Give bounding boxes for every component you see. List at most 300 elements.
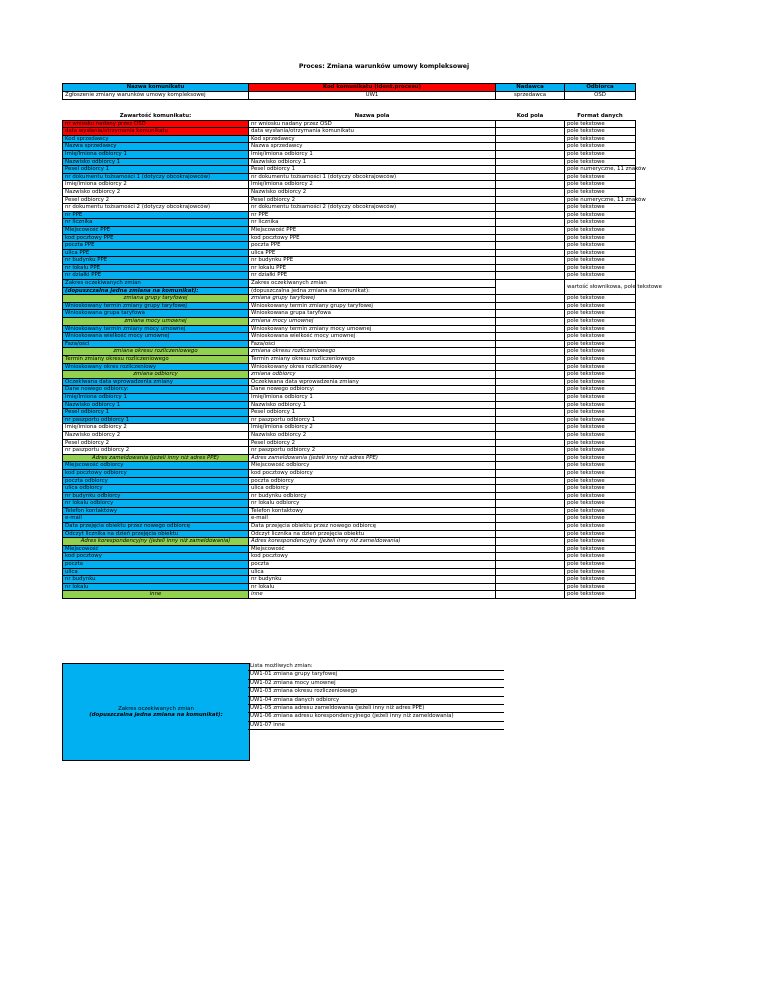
- change-list-cell: UW1-06 zmiana adresu korespondencyjnego (jeżeli inny niż zameldowania): [248, 713, 504, 721]
- content-cell: Imię/imiona odbiorcy 2: [63, 181, 249, 189]
- content-cell: Zakres oczekiwanych zmian: [63, 280, 249, 288]
- field-code-cell: [496, 424, 565, 432]
- field-name-cell: poczta PPE: [249, 242, 496, 250]
- field-code-cell: [496, 295, 565, 303]
- change-list-cell: UW1-01 zmiana grupy taryfowej: [248, 671, 504, 679]
- field-code-cell: [496, 264, 565, 272]
- data-format-cell: pole tekstowe: [565, 325, 636, 333]
- table-row: [63, 128, 636, 136]
- content-cell: ulica odbiorcy: [63, 485, 249, 493]
- table-row: [63, 158, 636, 166]
- field-code-cell: [496, 393, 565, 401]
- data-format-cell: pole tekstowe: [565, 173, 636, 181]
- field-code-cell: [496, 348, 565, 356]
- content-cell: Pesel odbiorcy 2: [63, 196, 249, 204]
- table-row: [63, 272, 636, 280]
- content-cell: Nazwisko odbiorcy 2: [63, 431, 249, 439]
- table-row: [63, 135, 636, 143]
- table-row: [63, 257, 636, 265]
- data-format-cell: pole tekstowe: [565, 424, 636, 432]
- field-name-cell: zmiana okresu rozliczeniowego: [249, 348, 496, 356]
- data-format-cell: pole tekstowe: [565, 302, 636, 310]
- field-code-cell: [496, 242, 565, 250]
- data-format-cell: pole tekstowe: [565, 523, 636, 531]
- field-name-cell: Nazwisko odbiorcy 2: [249, 188, 496, 196]
- table-row: [63, 447, 636, 455]
- data-format-cell: pole tekstowe: [565, 272, 636, 280]
- field-name-cell: nr paszportu odbiorcy 2: [249, 447, 496, 455]
- list-item: [248, 721, 504, 729]
- data-format-cell: pole tekstowe: [565, 409, 636, 417]
- field-code-cell: [496, 530, 565, 538]
- table-row: [63, 340, 636, 348]
- content-cell: nr budynku: [63, 576, 249, 584]
- content-cell: zmiana okresu rozliczeniowego: [63, 348, 249, 356]
- data-format-cell: pole tekstowe: [565, 249, 636, 257]
- table-row: [63, 348, 636, 356]
- field-name-cell: nr dokumentu tożsamości 1 (dotyczy obcokrajowców): [249, 173, 496, 181]
- content-cell: Pesel odbiorcy 1: [63, 166, 249, 174]
- data-format-cell: pole tekstowe: [565, 469, 636, 477]
- value-sender: sprzedawca: [496, 92, 565, 100]
- field-code-cell: [496, 454, 565, 462]
- field-code-cell: [496, 447, 565, 455]
- data-format-cell: pole tekstowe: [565, 371, 636, 379]
- table-row: [63, 393, 636, 401]
- field-name-cell: Nazwisko odbiorcy 1: [249, 158, 496, 166]
- field-name-cell: Miejscowość: [249, 545, 496, 553]
- field-name-cell: zmiana grupy taryfowej: [249, 295, 496, 303]
- content-cell: nr paszportu odbiorcy 2: [63, 447, 249, 455]
- field-name-cell: Nazwisko odbiorcy 1: [249, 401, 496, 409]
- field-code-cell: [496, 431, 565, 439]
- data-format-cell: pole tekstowe: [565, 576, 636, 584]
- header-field-code: Kod pola: [516, 113, 544, 119]
- table-row: [63, 469, 636, 477]
- data-format-cell: pole tekstowe: [565, 431, 636, 439]
- content-cell: Imię/imiona odbiorcy 2: [63, 424, 249, 432]
- changes-scope-note: (dopuszczalna jedna zmiana na komunikat):: [89, 712, 223, 718]
- table-row: [63, 226, 636, 234]
- list-item: [248, 671, 504, 679]
- field-name-cell: nr budynku odbiorcy: [249, 492, 496, 500]
- content-cell: Telefon kontaktowy: [63, 507, 249, 515]
- content-cell: Pesel odbiorcy 2: [63, 439, 249, 447]
- data-format-cell: pole tekstowe: [565, 310, 636, 318]
- field-name-cell: Nazwisko odbiorcy 2: [249, 431, 496, 439]
- table-row: [63, 576, 636, 584]
- data-format-cell: pole tekstowe: [565, 401, 636, 409]
- content-cell: nr licznika: [63, 219, 249, 227]
- content-cell: zmiana grupy taryfowej: [63, 295, 249, 303]
- field-name-cell: Wnioskowany termin zmiany mocy umownej: [249, 325, 496, 333]
- field-name-cell: e-mail: [249, 515, 496, 523]
- table-row: [63, 401, 636, 409]
- field-name-cell: nr lokalu: [249, 583, 496, 591]
- table-row: [63, 188, 636, 196]
- data-format-cell: pole tekstowe: [565, 416, 636, 424]
- table-row: [63, 492, 636, 500]
- data-format-cell: pole tekstowe: [565, 485, 636, 493]
- table-row: [63, 318, 636, 326]
- field-code-cell: [496, 196, 565, 204]
- data-format-cell: pole tekstowe: [565, 530, 636, 538]
- field-name-cell: ulica: [249, 568, 496, 576]
- field-code-cell: [496, 409, 565, 417]
- data-format-cell: pole tekstowe: [565, 538, 636, 546]
- table-row: [63, 150, 636, 158]
- table-row: [63, 454, 636, 462]
- list-item: [248, 705, 504, 713]
- field-name-cell: Imię/imiona odbiorcy 2: [249, 181, 496, 189]
- table-row: [63, 378, 636, 386]
- data-format-cell: pole tekstowe: [565, 204, 636, 212]
- table-row: [63, 234, 636, 242]
- data-format-cell: pole tekstowe: [565, 242, 636, 250]
- table-row: [63, 371, 636, 379]
- list-item: [248, 679, 504, 687]
- table-row: [63, 204, 636, 212]
- table-row: [63, 477, 636, 485]
- field-code-cell: [496, 302, 565, 310]
- field-code-cell: [496, 158, 565, 166]
- content-cell: e-mail: [63, 515, 249, 523]
- field-name-cell: Faza/ości: [249, 340, 496, 348]
- content-cell: Nazwa sprzedawcy: [63, 143, 249, 151]
- field-code-cell: [496, 257, 565, 265]
- field-code-cell: [496, 310, 565, 318]
- table-row: [63, 196, 636, 204]
- data-format-cell: pole tekstowe: [565, 143, 636, 151]
- field-code-cell: [496, 356, 565, 364]
- field-name-cell: Imię/imiona odbiorcy 1: [249, 150, 496, 158]
- data-format-cell: pole tekstowe: [565, 545, 636, 553]
- field-name-cell: Wnioskowany termin zmiany grupy taryfowej: [249, 302, 496, 310]
- content-cell: nr działki PPE: [63, 272, 249, 280]
- change-list-cell: UW1-03 zmiana okresu rozliczeniowego: [248, 688, 504, 696]
- content-cell: Nazwisko odbiorcy 1: [63, 401, 249, 409]
- table-row: [63, 302, 636, 310]
- table-row: [63, 500, 636, 508]
- field-name-cell: nr dokumentu tożsamości 2 (dotyczy obcokrajowców): [249, 204, 496, 212]
- content-cell: Wnioskowany termin zmiany grupy taryfowej: [63, 302, 249, 310]
- field-name-cell: kod pocztowy odbiorcy: [249, 469, 496, 477]
- field-code-cell: [496, 340, 565, 348]
- content-cell: nr lokalu PPE: [63, 264, 249, 272]
- data-format-cell: pole tekstowe: [565, 158, 636, 166]
- content-cell: ulica PPE: [63, 249, 249, 257]
- content-cell: nr paszportu odbiorcy 1: [63, 416, 249, 424]
- value-message-code: UW1: [249, 92, 496, 100]
- data-format-cell: pole tekstowe: [565, 454, 636, 462]
- data-format-cell: pole tekstowe: [565, 492, 636, 500]
- content-cell: nr PPE: [63, 211, 249, 219]
- field-code-cell: [496, 515, 565, 523]
- data-format-cell: pole tekstowe: [565, 333, 636, 341]
- content-cell: nr wniosku nadany przez OSD: [63, 120, 249, 128]
- field-code-cell: [496, 469, 565, 477]
- field-name-cell: ulica PPE: [249, 249, 496, 257]
- data-format-cell: pole tekstowe: [565, 257, 636, 265]
- data-format-cell: pole tekstowe: [565, 356, 636, 364]
- content-cell: nr budynku odbiorcy: [63, 492, 249, 500]
- field-name-cell: Termin zmiany okresu rozliczeniowego: [249, 356, 496, 364]
- field-code-cell: [496, 318, 565, 326]
- data-format-cell: pole tekstowe: [565, 211, 636, 219]
- header-message-code: Kod komunikatu (ident.procesu): [249, 84, 496, 92]
- field-name-cell: Imię/imiona odbiorcy 2: [249, 424, 496, 432]
- header-data-format: Format danych: [577, 113, 623, 119]
- table-row: [63, 439, 636, 447]
- field-name-cell: nr budynku PPE: [249, 257, 496, 265]
- content-cell: Termin zmiany okresu rozliczeniowego: [63, 356, 249, 364]
- data-format-cell: pole tekstowe: [565, 135, 636, 143]
- change-list-cell: UW1-02 zmiana mocy umownej: [248, 679, 504, 687]
- field-name-cell: nr działki PPE: [249, 272, 496, 280]
- fields-table: [62, 113, 662, 599]
- table-row: [63, 530, 636, 538]
- field-name-cell: ulica odbiorcy: [249, 485, 496, 493]
- content-cell: Kod sprzedawcy: [63, 135, 249, 143]
- data-format-cell: pole tekstowe: [565, 500, 636, 508]
- field-name-cell: Imię/imiona odbiorcy 1: [249, 393, 496, 401]
- change-list-cell: UW1-04 zmiana danych odbiorcy: [248, 696, 504, 704]
- table-row: [63, 523, 636, 531]
- data-format-cell: pole tekstowe: [565, 378, 636, 386]
- field-name-cell: nr wniosku nadany przez OSD: [249, 120, 496, 128]
- content-cell: Wnioskowana grupa taryfowa: [63, 310, 249, 318]
- table-row: [63, 409, 636, 417]
- table-row: [63, 356, 636, 364]
- field-code-cell: [496, 576, 565, 584]
- content-cell: nr budynku PPE: [63, 257, 249, 265]
- field-name-cell: (dopuszczalna jedna zmiana na komunikat):: [249, 287, 496, 295]
- data-format-cell: pole tekstowe: [565, 128, 636, 136]
- field-name-cell: Nazwa sprzedawcy: [249, 143, 496, 151]
- content-cell: Wnioskowana wielkość mocy umownej: [63, 333, 249, 341]
- field-code-cell: [496, 120, 565, 128]
- change-list-cell: UW1-05 zmiana adresu zameldowania (jeżeli inny niż adres PPE): [248, 705, 504, 713]
- field-code-cell: [496, 378, 565, 386]
- field-code-cell: [496, 386, 565, 394]
- field-name-cell: zmiana mocy umownej: [249, 318, 496, 326]
- data-format-cell: pole tekstowe: [565, 264, 636, 272]
- header-message-name: Nazwa komunikatu: [63, 84, 249, 92]
- field-code-cell: [496, 150, 565, 158]
- content-cell: zmiana odbiorcy: [63, 371, 249, 379]
- list-item: [248, 713, 504, 721]
- data-format-cell: pole tekstowe: [565, 234, 636, 242]
- data-format-cell: pole tekstowe: [565, 568, 636, 576]
- table-row: [63, 416, 636, 424]
- content-cell: Oczekiwana data wprowadzenia zmiany: [63, 378, 249, 386]
- table-row: [63, 333, 636, 341]
- data-format-cell: pole tekstowe: [565, 363, 636, 371]
- field-code-cell: [496, 219, 565, 227]
- field-code-cell: [496, 485, 565, 493]
- changes-scope-label: Zakres oczekiwanych zmian: [118, 706, 194, 712]
- field-code-cell: [496, 204, 565, 212]
- content-cell: Miejscowość: [63, 545, 249, 553]
- data-format-cell: pole tekstowe: [565, 447, 636, 455]
- content-cell: nr dokumentu tożsamości 1 (dotyczy obcokrajowców): [63, 173, 249, 181]
- content-cell: poczta odbiorcy: [63, 477, 249, 485]
- list-item: [248, 696, 504, 704]
- list-item: [248, 688, 504, 696]
- data-format-cell: wartość słownikowa, pole tekstowe: [565, 280, 636, 295]
- data-format-cell: pole tekstowe: [565, 340, 636, 348]
- field-code-cell: [496, 591, 565, 599]
- field-code-cell: [496, 249, 565, 257]
- field-code-cell: [496, 181, 565, 189]
- table-row: [63, 515, 636, 523]
- table-row: [63, 583, 636, 591]
- table-row: [63, 591, 636, 599]
- table-row: [63, 249, 636, 257]
- field-code-cell: [496, 416, 565, 424]
- field-code-cell: [496, 135, 565, 143]
- field-code-cell: [496, 143, 565, 151]
- field-code-cell: [496, 333, 565, 341]
- data-format-cell: pole tekstowe: [565, 386, 636, 394]
- table-row: [63, 181, 636, 189]
- field-code-cell: [496, 363, 565, 371]
- field-name-cell: Wnioskowany okres rozliczeniowy: [249, 363, 496, 371]
- field-name-cell: Pesel odbiorcy 2: [249, 439, 496, 447]
- field-code-cell: [496, 553, 565, 561]
- field-name-cell: nr lokalu PPE: [249, 264, 496, 272]
- table-row: [63, 363, 636, 371]
- field-code-cell: [496, 523, 565, 531]
- table-row: [63, 166, 636, 174]
- table-row: [63, 424, 636, 432]
- content-cell: poczta: [63, 561, 249, 569]
- field-code-cell: [496, 545, 565, 553]
- field-code-cell: [496, 128, 565, 136]
- field-name-cell: nr lokalu odbiorcy: [249, 500, 496, 508]
- field-code-cell: [496, 280, 565, 295]
- content-cell: Pesel odbiorcy 1: [63, 409, 249, 417]
- table-row: [63, 568, 636, 576]
- change-list-cell: UW1-07 inne: [248, 721, 504, 729]
- data-format-cell: pole tekstowe: [565, 188, 636, 196]
- table-row: [63, 462, 636, 470]
- content-cell: kod pocztowy: [63, 553, 249, 561]
- field-name-cell: Dane nowego odbiorcy:: [249, 386, 496, 394]
- field-name-cell: Wnioskowana grupa taryfowa: [249, 310, 496, 318]
- header-recipient: Odbiorca: [565, 84, 636, 92]
- changes-scope-cell: [62, 663, 250, 761]
- field-name-cell: poczta odbiorcy: [249, 477, 496, 485]
- field-name-cell: Adres zameldowania (jeżeli inny niż adres PPE): [249, 454, 496, 462]
- field-code-cell: [496, 226, 565, 234]
- content-cell: Adres zameldowania (jeżeli inny niż adres PPE): [63, 454, 249, 462]
- content-cell: Odczyt licznika na dzień przejęcia obiektu: [63, 530, 249, 538]
- field-code-cell: [496, 401, 565, 409]
- table-row: [63, 242, 636, 250]
- table-row: [63, 120, 636, 128]
- data-format-cell: pole tekstowe: [565, 561, 636, 569]
- data-format-cell: pole tekstowe: [565, 507, 636, 515]
- content-cell: Nazwisko odbiorcy 1: [63, 158, 249, 166]
- field-code-cell: [496, 234, 565, 242]
- field-name-cell: kod pocztowy: [249, 553, 496, 561]
- content-cell: Miejscowość odbiorcy: [63, 462, 249, 470]
- field-name-cell: poczta: [249, 561, 496, 569]
- table-row: [63, 431, 636, 439]
- value-recipient: OSD: [565, 92, 636, 100]
- field-code-cell: [496, 462, 565, 470]
- field-code-cell: [496, 211, 565, 219]
- data-format-cell: pole tekstowe: [565, 393, 636, 401]
- field-code-cell: [496, 371, 565, 379]
- field-name-cell: nr PPE: [249, 211, 496, 219]
- field-name-cell: Kod sprzedawcy: [249, 135, 496, 143]
- content-cell: nr lokalu: [63, 583, 249, 591]
- content-cell: data wysłania/otrzymania komunikatu: [63, 128, 249, 136]
- table-row: [63, 310, 636, 318]
- field-code-cell: [496, 568, 565, 576]
- field-name-cell: Miejscowość odbiorcy: [249, 462, 496, 470]
- field-name-cell: Zakres oczekiwanych zmian: [249, 280, 496, 288]
- table-row: [63, 545, 636, 553]
- data-format-cell: pole tekstowe: [565, 591, 636, 599]
- data-format-cell: pole tekstowe: [565, 515, 636, 523]
- content-cell: ulica: [63, 568, 249, 576]
- table-row: [63, 553, 636, 561]
- field-code-cell: [496, 272, 565, 280]
- data-format-cell: pole tekstowe: [565, 150, 636, 158]
- field-name-cell: Adres korespondencyjny (jeżeli inny niż zameldowania): [249, 538, 496, 546]
- content-cell: Wnioskowany okres rozliczeniowy: [63, 363, 249, 371]
- field-name-cell: kod pocztowy PPE: [249, 234, 496, 242]
- content-cell: Nazwisko odbiorcy 2: [63, 188, 249, 196]
- field-code-cell: [496, 492, 565, 500]
- field-name-cell: Wnioskowana wielkość mocy umownej: [249, 333, 496, 341]
- content-cell: poczta PPE: [63, 242, 249, 250]
- table-row: [63, 143, 636, 151]
- field-name-cell: Miejscowość PPE: [249, 226, 496, 234]
- table-row: [63, 538, 636, 546]
- field-name-cell: nr budynku: [249, 576, 496, 584]
- field-name-cell: data wysłania/otrzymania komunikatu: [249, 128, 496, 136]
- field-code-cell: [496, 477, 565, 485]
- data-format-cell: pole tekstowe: [565, 583, 636, 591]
- message-info-table: [62, 83, 636, 100]
- field-code-cell: [496, 507, 565, 515]
- field-name-cell: inne: [249, 591, 496, 599]
- value-message-name: Zgłoszenie zmiany warunków umowy kompleksowej: [63, 92, 249, 100]
- content-cell: Dane nowego odbiorcy:: [63, 386, 249, 394]
- header-content: Zawartość komunikatu:: [119, 113, 192, 119]
- table-row: [63, 264, 636, 272]
- content-cell: (dopuszczalna jedna zmiana na komunikat):: [63, 287, 249, 295]
- content-cell: kod pocztowy odbiorcy: [63, 469, 249, 477]
- table-row: [63, 295, 636, 303]
- field-code-cell: [496, 439, 565, 447]
- field-code-cell: [496, 500, 565, 508]
- field-code-cell: [496, 583, 565, 591]
- content-cell: zmiana mocy umownej: [63, 318, 249, 326]
- field-code-cell: [496, 538, 565, 546]
- list-item: [248, 663, 504, 671]
- data-format-cell: pole numeryczne, 11 znaków: [565, 196, 636, 204]
- content-cell: Miejscowość PPE: [63, 226, 249, 234]
- field-name-cell: Data przejęcia obiektu przez nowego odbiorcę: [249, 523, 496, 531]
- field-code-cell: [496, 166, 565, 174]
- field-name-cell: Pesel odbiorcy 2: [249, 196, 496, 204]
- field-name-cell: nr paszportu odbiorcy 1: [249, 416, 496, 424]
